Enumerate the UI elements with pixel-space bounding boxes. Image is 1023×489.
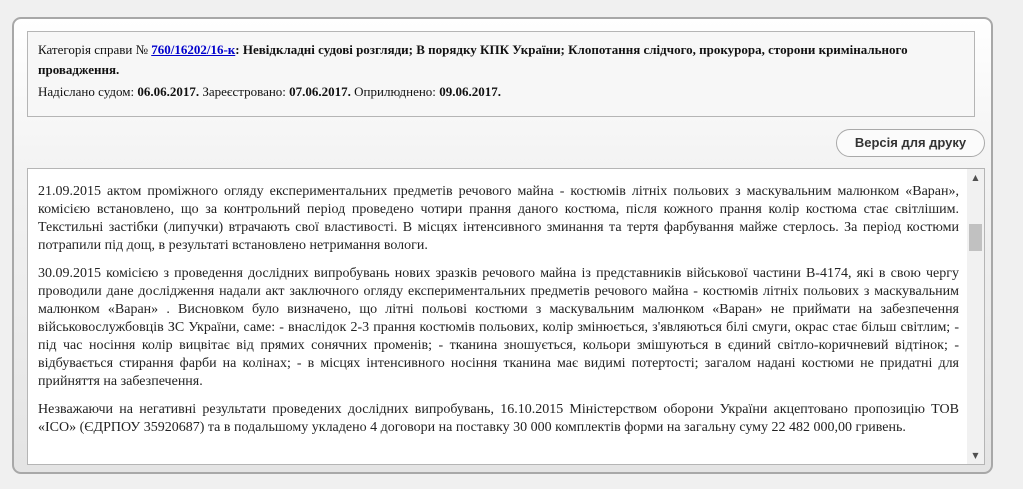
vertical-scrollbar[interactable] bbox=[967, 169, 984, 464]
category-prefix: Категорія справи № bbox=[38, 42, 148, 57]
paragraph: 21.09.2015 актом проміжного огляду експериментальних предметів речового майна - костюмів літніх польових з маскувальним малюнком «Варан», комісією встановлено, що за контрольний період проведено чотири прання даного костюма, після кожного прання колір костюма стає світлішим. Текстильні застібки (липучки) втрачають свої властивості. В місцях інтенсивного зминання та тертя фарбування майже стерлось. За період костюми потрапили під дощ, в результаті встановлено нетримання вологи. bbox=[38, 184, 959, 253]
case-info-box bbox=[27, 31, 975, 117]
case-category-line bbox=[38, 40, 964, 79]
sent-label: Надіслано судом: bbox=[38, 84, 135, 99]
registered-date: 07.06.2017. bbox=[289, 84, 351, 99]
print-version-button[interactable]: Версія для друку bbox=[836, 129, 985, 157]
scroll-thumb[interactable] bbox=[969, 224, 982, 251]
case-dates-line bbox=[38, 82, 964, 102]
case-number-link[interactable]: 760/16202/16-к bbox=[151, 42, 236, 57]
document-text bbox=[38, 183, 959, 447]
sent-date: 06.06.2017. bbox=[137, 84, 200, 99]
paragraph: Незважаючи на негативні результати проведених дослідних випробувань, 16.10.2015 Міністерством оборони України акцептовано пропозицію ТОВ «ІСО» (ЄДРПОУ 35920687) та в подальшому укладено 4 договори на поставку 30 000 комплектів форми на загальну суму 22 482 000,00 гривень. bbox=[38, 402, 959, 435]
registered-label: Зареєстровано: bbox=[202, 84, 286, 99]
published-date: 09.06.2017. bbox=[439, 84, 501, 99]
scroll-down-icon[interactable]: ▼ bbox=[972, 451, 979, 460]
document-panel bbox=[12, 17, 993, 474]
category-text: : Невідкладні судові розгляди; В порядку КПК України; Клопотання слідчого, прокурора, сторони кримінального провадження. bbox=[38, 42, 908, 77]
scroll-up-icon[interactable]: ▲ bbox=[972, 173, 979, 182]
published-label: Оприлюднено: bbox=[354, 84, 436, 99]
paragraph: 30.09.2015 комісією з проведення дослідних випробувань нових зразків речового майна із представників військової частини В-4174, які в свою чергу проводили дане дослідження надали акт заключного огляду експериментальних предметів речового майна - костюмів літніх польових з маскувальним малюнком «Варан» . Висновком було визначено, що літні польові костюми з маскувальним малюнком «Варан» не приймати на забезпечення військовослужбовців ЗС України, саме: - внаслідок 2-3 прання костюмів польових, колір змінюється, з'являються білі смуги, окрас стає більш світлим; - під час носіння колір вицвітає від прямих сонячних променів; - тканина зношується, кольори змішуються в єдиний світло-коричневий відтінок; - відбувається стирання фарби на колінах; - в місцях інтенсивного носіння тканина має видимі потертості; загалом надані костюми не придатні для прийняття на забезпечення. bbox=[38, 266, 959, 389]
document-text-area[interactable] bbox=[27, 168, 985, 465]
